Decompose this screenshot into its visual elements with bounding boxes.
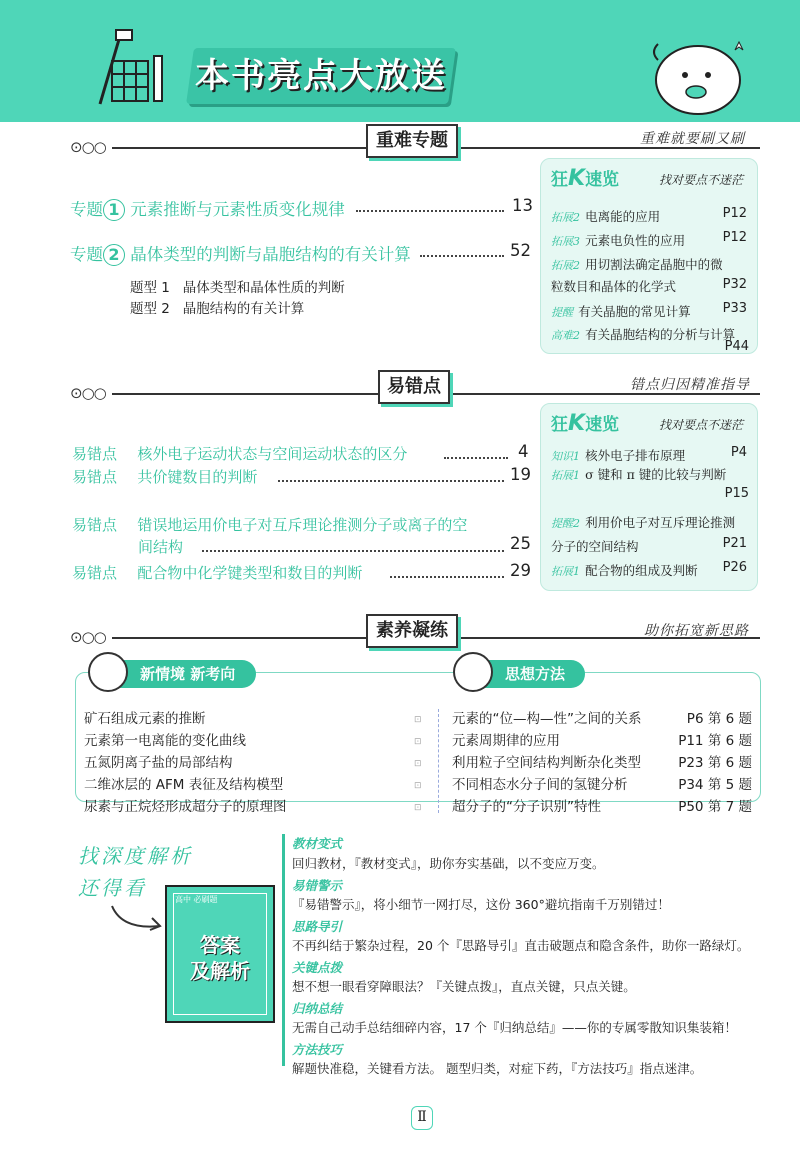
feature-title: 思路导引 [292,919,343,934]
quick-view-item: 知识1 核外电子排布原理 P4 [551,445,747,463]
method-item: 元素的“位—构—性”之间的关系 P6 第 6 题 [452,711,752,727]
subtype-label: 题型 2 [130,301,170,317]
feature-bar [282,834,285,1066]
error-row: 易错点 错误地运用价电子对互斥理论推测分子或离子的空 [72,516,468,534]
method-item: 元素周期律的应用 P11 第 6 题 [452,733,752,749]
robot-arm-icon [90,26,170,116]
handwritten-caption: 还得看 [78,876,147,900]
quick-view-item: 拓展1 σ 键和 π 键的比较与判断 [551,467,727,482]
subtype-text: 晶体类型和晶体性质的判断 [182,280,345,296]
scenario-item: 五氮阴离子盐的局部结构 [84,755,233,771]
page-number: Ⅱ [411,1106,433,1130]
feature-text: 『易错警示』，将小细节一网打尽，这份 360°避坑指南千万别错过！ [292,897,670,912]
quick-view-title: 狂K速览 [551,411,620,436]
error-page: 19 [510,465,531,484]
arrow-icon [108,900,168,936]
subtype-row [130,297,304,317]
section-slogan: 重难就要刷又刷 [640,131,745,147]
quick-view-item: 拓展1 配合物的组成及判断 P26 [551,560,747,578]
section-title-yicuo: 易错点 [378,370,450,404]
topic-title: 元素推断与元素性质变化规律 [130,200,345,219]
section-dots: ⊙○○ [70,138,106,156]
feature-text: 无需自己动手总结细碎内容，17 个『归纳总结』——你的专属零散知识集装箱！ [292,1020,737,1035]
divider [438,709,439,813]
topic-label: 专题 [70,200,103,219]
subtype-row [130,276,345,296]
page-title: 本书亮点大放送 [195,56,447,96]
section-slogan: 错点归因精准指导 [630,377,750,393]
method-item: 超分子的“分子识别”特性 P50 第 7 题 [452,799,752,815]
subtype-label: 题型 1 [130,280,170,296]
quick-view-item: 提醒2 利用价电子对互斥理论推测 分子的空间结构 P21 [551,515,747,554]
quick-view-item: 高难2 有关晶胞结构的分析与计算 [551,327,736,342]
scenario-item: 尿素与正烷烃形成超分子的原理图 [84,799,287,815]
page-title-banner [186,48,456,104]
quick-view-slogan: 找对要点不迷茫 [659,173,744,187]
section-dots: ⊙○○ [70,628,106,646]
quick-view-box [540,403,758,591]
quick-view-item: 拓展3 元素电负性的应用 P12 [551,230,747,248]
quick-view-item: 拓展2 电离能的应用 P12 [551,206,747,224]
mascot-icon [88,652,128,692]
topic-page: 52 [510,241,531,260]
quick-view-title: 狂K速览 [551,166,620,191]
mascot-icon [453,652,493,692]
feature-title: 归纳总结 [292,1001,343,1016]
dot-leader [202,550,504,552]
answer-book-cover [165,885,275,1023]
feature-text: 不再纠结于繁杂过程，20 个『思路导引』直击破题点和隐含条件，助你一路绿灯。 [292,938,750,953]
pill-thinking-method: 思想方法 [465,660,585,688]
dot-leader [356,210,504,212]
quick-view-box [540,158,758,354]
error-page: 4 [518,442,529,461]
topic-row [70,196,510,221]
scenario-item: 元素第一电离能的变化曲线 [84,733,246,749]
feature-title: 易错警示 [292,878,343,893]
error-page: 25 [510,534,531,553]
topic-page: 13 [512,196,533,215]
feature-text: 回归教材，『教材变式』，助你夯实基础，以不变应万变。 [292,856,605,871]
dot-leader [278,480,504,482]
subtype-text: 晶胞结构的有关计算 [182,301,305,317]
feature-text: 解题快准稳，关键看方法。 题型归类，对症下药，『方法技巧』指点迷津。 [292,1061,703,1076]
book-series-label: 高中 必刷题 [175,895,218,904]
scenario-item: 二维冰层的 AFM 表征及结构模型 [84,777,284,793]
quick-view-page: P15 [724,486,749,501]
error-row: 易错点 配合物中化学键类型和数目的判断 [72,564,363,582]
arrow-icon: ⊡ ⊡ ⊡ ⊡ ⊡ [414,715,422,813]
section-title-suyang: 素养凝练 [366,614,458,648]
error-row: 易错点 核外电子运动状态与空间运动状态的区分 [72,445,408,463]
feature-text: 想不想一眼看穿障眼法？『关键点拨』，直点关键，只点关键。 [292,979,636,994]
section-slogan: 助你拓宽新思路 [644,623,749,639]
feature-title: 教材变式 [292,836,343,851]
method-item: 利用粒子空间结构判断杂化类型 P23 第 6 题 [452,755,752,771]
section-title-zhongnan: 重难专题 [366,124,458,158]
dot-leader [390,576,504,578]
feature-title: 方法技巧 [292,1042,343,1057]
quick-view-slogan: 找对要点不迷茫 [659,418,744,432]
pill-new-scenario: 新情境 新考向 [100,660,256,688]
topic-row [70,241,510,266]
scenario-item: 矿石组成元素的推断 [84,711,206,727]
quick-view-item: 拓展2 用切割法确定晶胞中的微 粒数目和晶体的化学式 P32 [551,257,747,294]
feature-title: 关键点拨 [292,960,343,975]
topic-label: 专题 [70,245,103,264]
quick-view-page: P44 [724,339,749,354]
error-row-cont: 间结构 [138,538,184,556]
handwritten-caption: 找深度解析 [78,844,193,868]
error-page: 29 [510,561,531,580]
topic-title: 晶体类型的判断与晶胞结构的有关计算 [130,245,411,264]
method-item: 不同相态水分子间的氢键分析 P34 第 5 题 [452,777,752,793]
dot-leader [444,457,508,459]
error-row: 易错点 共价键数目的判断 [72,468,258,486]
quick-view-item: 提醒 有关晶胞的常见计算 P33 [551,301,747,319]
section-dots: ⊙○○ [70,384,106,402]
mascot-sheep-icon [640,20,750,120]
topic-number: 2 [103,244,125,266]
dot-leader [420,255,504,257]
book-title: 答案 及解析 [190,933,250,983]
topic-number: 1 [103,199,125,221]
